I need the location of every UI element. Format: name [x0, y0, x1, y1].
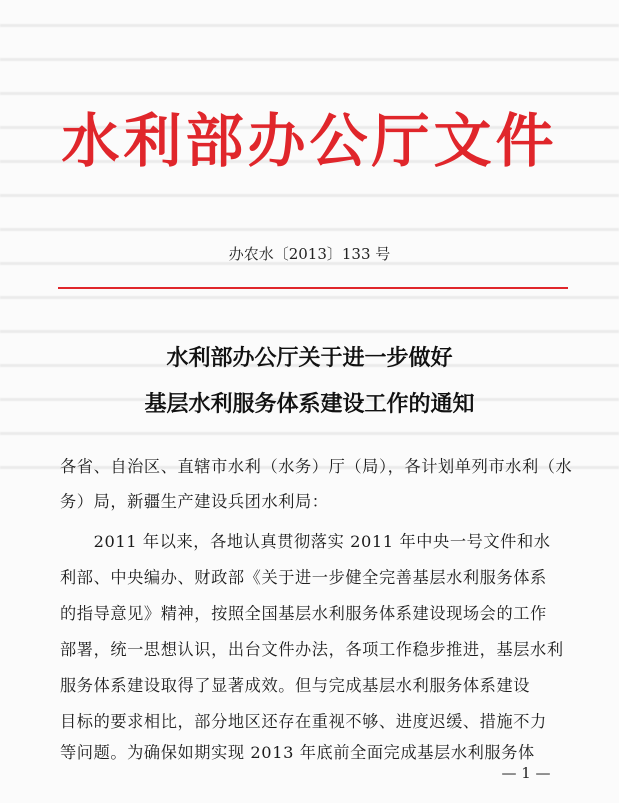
- page-number: — 1 —: [501, 764, 551, 782]
- subject-title-line-1: 水利部办公厅关于进一步做好: [166, 345, 453, 371]
- document-number: 办农水〔2013〕133 号: [228, 245, 391, 263]
- body-line: 的指导意见》精神，按照全国基层水利服务体系建设现场会的工作: [60, 604, 547, 623]
- body-line: 利部、中央编办、财政部《关于进一步健全完善基层水利服务体系: [60, 568, 547, 587]
- body-line: 各省、自治区、直辖市水利（水务）厅（局），各计划单列市水利（水: [60, 457, 573, 476]
- body-line: 2011 年以来，各地认真贯彻落实 2011 年中央一号文件和水: [60, 532, 551, 551]
- body-line: 服务体系建设取得了显著成效。但与完成基层水利服务体系建设: [60, 676, 531, 695]
- body-line: 务）局，新疆生产建设兵团水利局：: [60, 492, 329, 511]
- issuer-header-title: 水利部办公厅文件: [61, 107, 558, 175]
- body-line: 等问题。为确保如期实现 2013 年底前全面完成基层水利服务体: [60, 743, 535, 762]
- red-separator-line: [58, 287, 568, 289]
- subject-title-line-2: 基层水利服务体系建设工作的通知: [144, 391, 475, 417]
- body-line: 部署，统一思想认识，出台文件办法，各项工作稳步推进，基层水利: [60, 640, 564, 659]
- body-line: 目标的要求相比，部分地区还存在重视不够、进度迟缓、措施不力: [60, 712, 547, 731]
